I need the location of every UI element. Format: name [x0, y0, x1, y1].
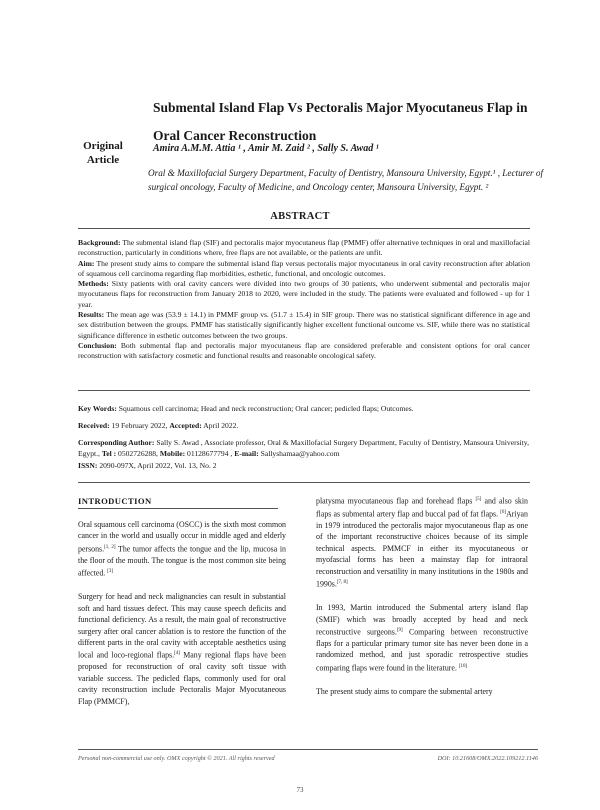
- author-list: Amira A.M.M. Attia ¹ , Amir M. Zaid ² , Sally S. Awad ¹: [153, 143, 379, 154]
- paragraph: platysma myocutaneous flap and forehead flaps [5] and also skin flaps as submental artery flap and buccal pad of fat flaps. [6]Ariyan in 1979 introduced the pectoralis major myocutaneous flap as one of the important reconstructive choices because of its simple technical aspects. PMMCF in either its myocutaneous or myofascial forms has been a mainstay flap for intraoral reconstruction and versatility in many institutions in the 1980s and 1990s.[7, 8]: [316, 496, 528, 589]
- doi[interactable]: DOI: 10.21608/OMX.2022.109212.1146: [437, 755, 538, 762]
- abstract-conclusion: Conclusion: Both submental flap and pectoralis major myocutaneus flap are considered preferable and consistent options for oral cancer reconstruction with satisfactory cosmetic and functional results and reasonable oncological safety.: [78, 340, 530, 361]
- copyright-notice: Personal non-commercial use only. OMX copyright © 2021. All rights reserved: [78, 755, 275, 762]
- divider: [78, 228, 530, 229]
- paragraph: The present study aims to compare the submental artery: [316, 686, 493, 696]
- corresponding-author: Corresponding Author: Sally S. Awad , Associate professor, Oral & Maxillofacial Surgery Department, Faculty of Dentistry, Mansoura University, Egypt., Tel : 0502726288, Mobile: 01128677794 , E-mail: Sallyshamaa@yahoo.com: [78, 438, 529, 458]
- divider: [78, 482, 530, 483]
- affiliations: Oral & Maxillofacial Surgery Department, Faculty of Dentistry, Mansoura University, Egypt.¹ , Lecturer of surgical oncology, Faculty of Medicine, and Oncology center, Mansoura University, Egypt. ²: [148, 168, 544, 192]
- divider: [78, 390, 530, 391]
- abstract-methods: Methods: Sixty patients with oral cavity cancers were divided into two groups of 30 patients, who underwent submental and pectoralis major myocutaneus flaps for reconstruction from January 2018 to 2020, were included in the study. The patients were evaluated and followed - up for 1 year.: [78, 279, 530, 309]
- paper-title: Submental Island Flap Vs Pectoralis Major Myocutaneus Flap in Oral Cancer Reconstruction: [153, 100, 528, 143]
- right-column: [316, 494, 528, 697]
- abstract-body: [78, 238, 530, 362]
- paragraph: Surgery for head and neck malignancies can result in substantial soft and hard tissues defect. This may cause speech deficits and functional deficiency. As a result, the main goal of reconstructive surgery after oral cancer ablation is to restore the function of the different parts in the oral cavity with acceptable aesthetics using local and loco-regional flaps.[4] Many regional flaps have been proposed for reconstruction of oral cavity soft tissue with variable success. The pedicled flaps, commonly used for oral cavity reconstruction include Pectoralis Major Myocutaneous Flap (PMMCF),: [78, 592, 286, 706]
- abstract-results: Results: The mean age was (53.9 ± 14.1) in PMMF group vs. (51.7 ± 15.4) in SIF group. There was no statistical significant difference in age and sex distribution between the groups. PMMF has statistically significantly higher excellent functional outcome vs. SIF, while there was no statistical significance difference in esthetic outcomes between the two groups.: [78, 310, 531, 340]
- issn: ISSN: 2090-097X, April 2022, Vol. 13, No. 2: [78, 461, 217, 470]
- email-link[interactable]: Sallyshamaa@yahoo.com: [260, 449, 340, 458]
- section-heading-introduction: INTRODUCTION: [78, 496, 152, 506]
- keywords: Key Words: Squamous cell carcinoma; Head and neck reconstruction; Oral cancer; pedicled flaps; Outcomes.: [78, 404, 414, 413]
- dates: Received: 19 February 2022, Accepted: April 2022.: [78, 421, 239, 430]
- abstract-aim: Aim: The present study aims to compare the submental island flap versus pectoralis major myocutaneus in oral cavity reconstruction after ablation of squamous cell carcinoma regarding flap morbidities, esthetic, functional, and oncologic outcomes.: [78, 258, 530, 278]
- footer: [78, 755, 538, 762]
- paragraph: In 1993, Martin introduced the Submental artery island flap (SMIF) which was broadly accepted by head and neck reconstructive surgeons.[9] Comparing between reconstructive flaps for a particular primary tumor site has never been done in a randomized method, and just sporadic retrospective studies comparing flaps were found in the literature. [10]: [316, 603, 528, 673]
- footer-divider: [78, 749, 538, 750]
- divider: [78, 508, 278, 509]
- page-number: 73: [296, 786, 304, 794]
- abstract-heading: ABSTRACT: [270, 211, 330, 222]
- paragraph: Oral squamous cell carcinoma (OSCC) is the sixth most common cancer in the world and usually occur in middle aged and elderly persons.[1, 2] The tumor affects the tongue and the lip, mucosa in the floor of the mouth. The tongue is the most common site being affected. [3]: [78, 520, 286, 578]
- article-type: Original Article: [83, 140, 123, 166]
- abstract-background: Background: The submental island flap (SIF) and pectoralis major myocutaneus flap (PMMF) offer alternative techniques in oral and maxillofacial reconstruction, particularly in conditions where, free flaps are not available, or the patients are unfit.: [78, 238, 531, 258]
- left-column: [78, 519, 286, 707]
